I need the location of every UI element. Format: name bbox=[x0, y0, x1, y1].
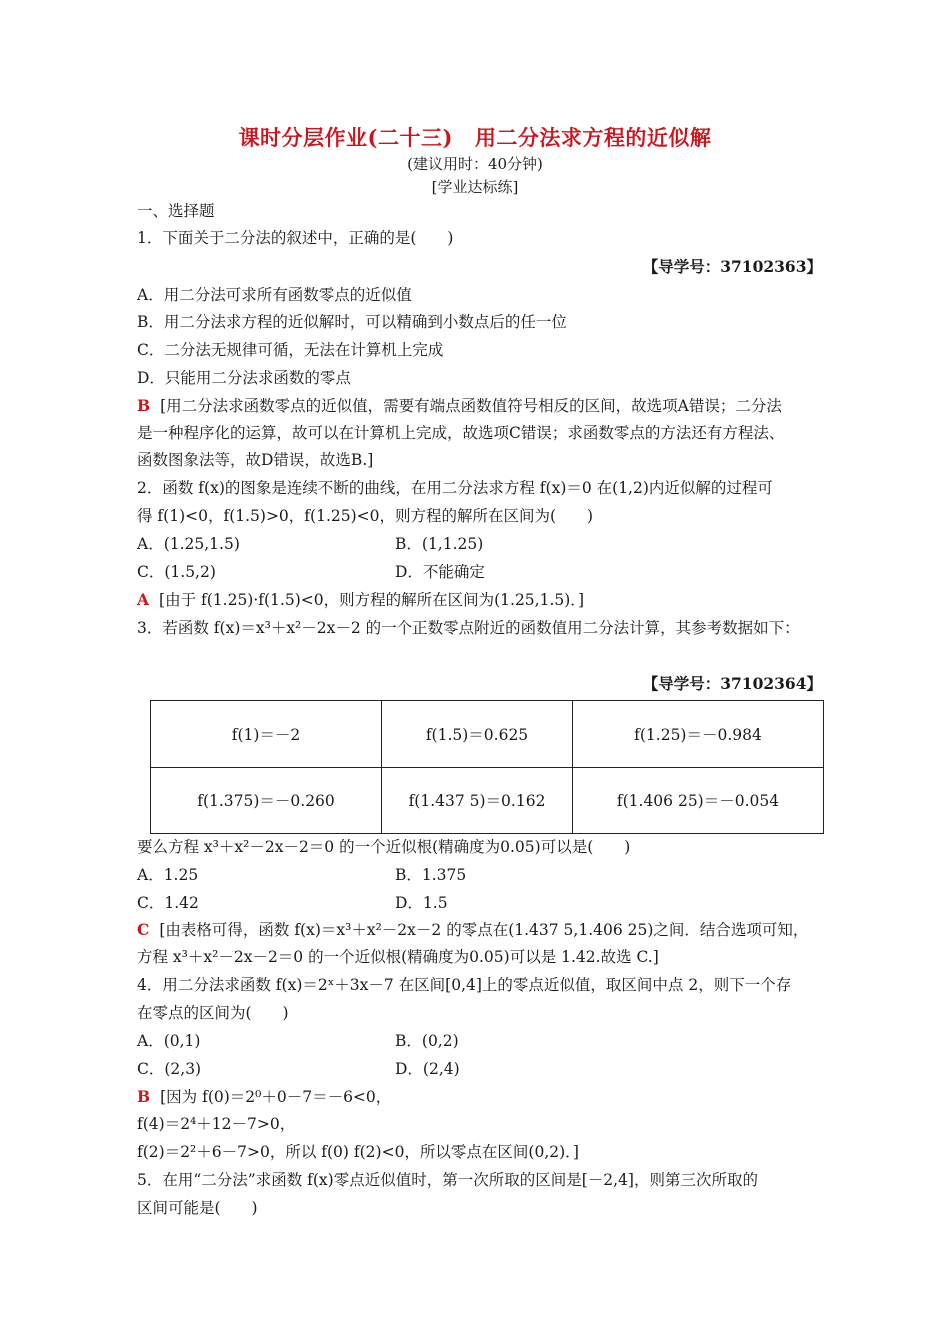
q3-explanation-line1 bbox=[137, 918, 808, 940]
q4-explanation-line1 bbox=[137, 1085, 391, 1107]
q4-expl-text-1: [因为 f(0)＝2⁰＋0－7＝－6<0， bbox=[160, 1088, 392, 1106]
q2-option-c: C．(1.5,2) bbox=[137, 563, 216, 581]
q3-option-d: D．1.5 bbox=[395, 894, 448, 912]
q1-option-a: A．用二分法可求所有函数零点的近似值 bbox=[137, 286, 412, 304]
table-cell: f(1.406 25)＝－0.054 bbox=[573, 767, 824, 834]
title-main: 课时分层作业(二十三) bbox=[238, 125, 453, 150]
table-cell: f(1)＝－2 bbox=[151, 701, 382, 768]
title-topic: 用二分法求方程的近似解 bbox=[474, 125, 712, 150]
q4-option-d: D．(2,4) bbox=[395, 1060, 460, 1078]
table-row bbox=[151, 701, 824, 768]
q2-expl-text: [由于 f(1.25)·f(1.5)<0，则方程的解所在区间为(1.25,1.5)．] bbox=[159, 591, 585, 609]
q4-explanation-line2: f(4)＝2⁴＋12－7>0， bbox=[137, 1115, 296, 1133]
section-heading: 一、选择题 bbox=[137, 202, 215, 220]
q2-option-a: A．(1.25,1.5) bbox=[137, 535, 240, 553]
q3-option-a: A．1.25 bbox=[137, 866, 199, 884]
q1-guide-number: 【导学号：37102363】 bbox=[642, 257, 822, 276]
q4-option-a: A．(0,1) bbox=[137, 1032, 201, 1050]
q2-option-d: D．不能确定 bbox=[395, 563, 485, 581]
table-cell: f(1.25)＝－0.984 bbox=[573, 701, 824, 768]
q1-answer: B bbox=[137, 396, 151, 415]
q5-stem-line2: 区间可能是( ) bbox=[137, 1199, 258, 1217]
table-row bbox=[151, 767, 824, 834]
q2-stem-line2: 得 f(1)<0，f(1.5)>0，f(1.25)<0，则方程的解所在区间为( ) bbox=[137, 507, 594, 525]
table-cell: f(1.437 5)＝0.162 bbox=[382, 767, 573, 834]
q3-explanation-line2: 方程 x³＋x²－2x－2＝0 的一个近似根(精确度为0.05)可以是 1.42.故选 C.] bbox=[137, 948, 659, 966]
suggested-time: (建议用时：40分钟) bbox=[407, 155, 543, 173]
page-title bbox=[0, 122, 950, 152]
q1-option-c: C．二分法无规律可循，无法在计算机上完成 bbox=[137, 341, 444, 359]
q3-option-b: B．1.375 bbox=[395, 866, 467, 884]
q2-explanation bbox=[137, 588, 584, 610]
q4-stem-line2: 在零点的区间为( ) bbox=[137, 1004, 289, 1022]
q1-explanation-line1 bbox=[137, 394, 782, 416]
reference-data-table bbox=[150, 700, 824, 834]
q1-option-b: B．用二分法求方程的近似解时，可以精确到小数点后的任一位 bbox=[137, 313, 567, 331]
q3-ask: 要么方程 x³＋x²－2x－2＝0 的一个近似根(精确度为0.05)可以是( ) bbox=[137, 838, 631, 856]
q5-stem-line1: 5．在用“二分法”求函数 f(x)零点近似值时，第一次所取的区间是[－2,4]，则第三次所取的 bbox=[137, 1171, 758, 1189]
q2-answer: A bbox=[137, 590, 150, 609]
q2-option-b: B．(1,1.25) bbox=[395, 535, 484, 553]
q4-option-c: C．(2,3) bbox=[137, 1060, 202, 1078]
q3-guide-number: 【导学号：37102364】 bbox=[642, 674, 822, 693]
q1-explanation-line3: 函数图象法等，故D错误，故选B.] bbox=[137, 451, 374, 469]
q1-stem: 1．下面关于二分法的叙述中，正确的是( ) bbox=[137, 229, 454, 247]
q2-stem-line1: 2．函数 f(x)的图象是连续不断的曲线，在用二分法求方程 f(x)＝0 在(1,2)内近似解的过程可 bbox=[137, 479, 773, 497]
table-cell: f(1.5)＝0.625 bbox=[382, 701, 573, 768]
q3-expl-text-1: [由表格可得，函数 f(x)＝x³＋x²－2x－2 的零点在(1.437 5,1.406 25)之间．结合选项可知， bbox=[159, 921, 809, 939]
q1-expl-text-1: [用二分法求函数零点的近似值，需要有端点函数值符号相反的区间，故选项A错误；二分法 bbox=[160, 397, 782, 415]
q4-stem-line1: 4．用二分法求函数 f(x)＝2ˣ＋3x－7 在区间[0,4]上的零点近似值，取区间中点 2，则下一个存 bbox=[137, 976, 792, 994]
q1-explanation-line2: 是一种程序化的运算，故可以在计算机上完成，故选项C错误；求函数零点的方法还有方程法、 bbox=[137, 424, 785, 442]
q4-option-b: B．(0,2) bbox=[395, 1032, 459, 1050]
q3-stem: 3．若函数 f(x)＝x³＋x²－2x－2 的一个正数零点附近的函数值用二分法计算，其参考数据如下： bbox=[137, 619, 800, 637]
level-label: [学业达标练] bbox=[431, 178, 519, 196]
table-cell: f(1.375)＝－0.260 bbox=[151, 767, 382, 834]
q1-option-d: D．只能用二分法求函数的零点 bbox=[137, 369, 351, 387]
q4-explanation-line3: f(2)＝2²＋6－7>0，所以 f(0) f(2)<0，所以零点在区间(0,2)．] bbox=[137, 1143, 579, 1161]
q3-option-c: C．1.42 bbox=[137, 894, 199, 912]
q4-answer: B bbox=[137, 1087, 151, 1106]
q3-answer: C bbox=[137, 920, 150, 939]
